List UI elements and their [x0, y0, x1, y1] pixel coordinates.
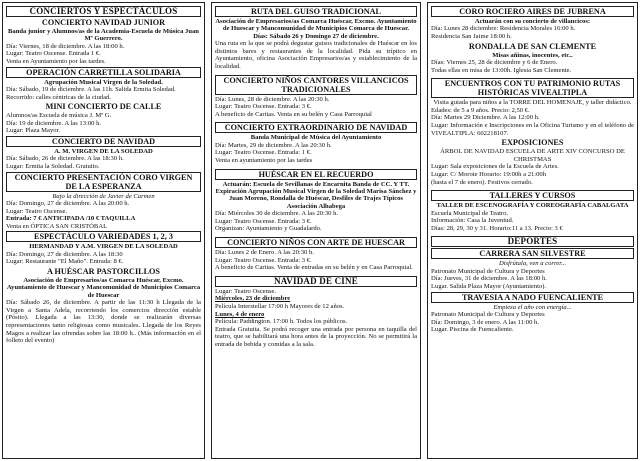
event-huescar-recuerdo	[215, 169, 417, 233]
event-title: OPERACIÓN CARRETILLA SOLIDARIA	[6, 67, 201, 78]
event-info-2: Película: Paddington. 17:00 h. Todos los públicos.	[215, 318, 348, 326]
event-subtitle: ÁRBOL DE NAVIDAD ESCUELA DE ARTE XIV CONCURSO DE CHRISTMAS	[440, 148, 625, 163]
event-info: Organizan: Ayuntamiento y Guadalardo.	[215, 225, 322, 233]
column-eventos	[211, 2, 421, 459]
event-title: EXPOSICIONES	[501, 138, 564, 148]
event-title: CORO ROCIERO AIRES DE JUBRENA	[431, 6, 634, 17]
event-info: Alumnos/as Escuela de música J. Mª G.	[6, 112, 112, 120]
event-date: Días: 28, 29, 30 y 31. Horario:11 a 13. Precio: 3 €	[431, 224, 563, 232]
event-variedades	[6, 231, 201, 266]
event-date: Día: Lunes, 28 de diciembre. A las 20:30 h.	[215, 95, 330, 103]
event-title: MINI CONCIERTO DE CALLE	[45, 102, 162, 112]
event-title: CONCIERTO DE NAVIDAD	[6, 136, 201, 147]
event-info: Venta en Ayuntamiento por las tardes.	[6, 58, 106, 65]
event-date: Día: Sábado, 19 de diciembre. A las 11h. Salida Ermita Soledad. Recorrido: calles céntricas de la ciudad.	[6, 86, 176, 101]
event-info: Patronato Municipal de Cultura y Deportes	[431, 310, 545, 318]
event-title: CONCIERTO NAVIDAD JUNIOR	[41, 18, 166, 27]
event-date: Día: Lunes 28 diciembre: Residencia Morales 16:00 h.	[431, 25, 576, 33]
event-place: Lugar: Ermita la Soledad. Gratuito.	[6, 162, 100, 170]
event-title: NAVIDAD DE CINE	[215, 276, 417, 287]
event-subtitle: HERMANDAD Y A.M. VIRGEN DE LA SOLEDAD	[29, 243, 178, 251]
event-date: Día: Domingo, 27 de diciembre. A las 18:30	[6, 250, 123, 258]
event-date: Día: Martes, 29 de diciembre. A las 20:30 h.	[215, 141, 332, 149]
event-concierto-extraordinario	[215, 122, 417, 164]
event-place-2: Lugar: C/ Morote Horario: 19:00h a 21:00h	[431, 170, 547, 178]
event-date: Día: Domingo, 27 de diciembre. A las 20:00 h.	[6, 199, 130, 207]
event-subtitle: Actuarán: Escuela de Sevillanas de Encarnita Banda de CC. Y TT. Expiración Agrupación Musical Virgen de la Soledad Marisa Sánchez y Juan Moreno, Rondalla de Huéscar, Desfiles de Trajes Típicos Asociación Alhabega	[215, 180, 417, 210]
event-title: ESPECTÁCULO VARIEDADES 1, 2, 3	[6, 231, 201, 242]
event-place: Lugar: Teatro Oscense.	[215, 287, 277, 295]
event-title: ENCUENTROS CON TU PATRIMONIO RUTAS HISTÓRICAS VIVEALTIPLA	[431, 78, 634, 98]
event-concierto-navidad-junior	[6, 18, 201, 66]
event-date: Día: Viernes, 18 de diciembre. A las 18:00 h.	[6, 42, 125, 50]
event-title: CONCIERTO NIÑOS CON ARTE DE HUESCAR	[215, 237, 417, 248]
event-subtitle: Empieza el año con energía...	[493, 303, 572, 311]
event-title: CONCIERTO EXTRAORDINARIO DE NAVIDAD	[215, 122, 417, 133]
event-title: CONCIERTO NIÑOS CANTORES VILLANCICOS TRADICIONALES	[215, 75, 417, 95]
event-date: Día: Miércoles 30 de diciembre. A las 20:30 h.	[215, 210, 339, 218]
event-rondalla	[431, 42, 634, 75]
event-title: HUÉSCAR EN EL RECUERDO	[215, 169, 417, 180]
event-title: TRAVESIA A NADO FUENCALIENTE	[431, 292, 634, 303]
event-place: Lugar: Teatro Oscense. Entrada 1 €.	[6, 50, 101, 58]
event-coro-rociero	[431, 6, 634, 41]
event-talleres	[431, 190, 634, 232]
event-travesia	[431, 292, 634, 334]
event-subtitle: Disfrútala, ven a correr...	[499, 260, 566, 268]
event-place: Lugar. Piscina de Fuencaliente.	[431, 326, 514, 334]
event-carretilla-solidaria	[6, 67, 201, 102]
event-ninos-arte	[215, 237, 417, 272]
event-subtitle: Misas añinas, inocentes, etc..	[492, 51, 573, 59]
event-date: Día: Jueves, 31 de diciembre. A las 18:00 h.	[431, 275, 547, 283]
event-subtitle: Banda Municipal de Música del Ayuntamiento	[250, 134, 382, 142]
event-price: Entrada: 7 € ANTICIPADA /10 € TAQUILLA	[6, 215, 136, 223]
event-subtitle: Asociación de Empresarios/as Comarca Huéscar, Excmo. Ayuntamiento de Huescar y Mancomunidad de Municipios Comarca de Huescar	[6, 276, 201, 299]
event-patrimonio	[431, 78, 634, 137]
event-info: A beneficio de Caritas. Venta de entradas en su belén y en Casa Parroquial.	[215, 264, 413, 272]
event-place: Residencia San Jaime 18:00 h.	[431, 33, 512, 40]
event-title: CARRERA SAN SILVESTRE	[431, 248, 634, 259]
event-info: A beneficio de Caritas. Venta en su belén y Casa Parroquial	[215, 110, 372, 118]
event-title: A HUÉSCAR PASTORCILLOS	[47, 266, 160, 276]
event-date: Días: Sábado 26 y Domingo 27 de diciembre.	[253, 32, 379, 40]
event-ruta-guiso	[215, 6, 417, 71]
event-date-2: Lunes, 4 de enero	[215, 310, 265, 318]
event-title: TALLERES Y CURSOS	[431, 190, 634, 201]
event-place: Lugar. Salida Plaza Mayor (Ayuntamiento).	[431, 282, 547, 290]
event-info: Venta en ayuntamiento por las tardes	[215, 156, 313, 164]
event-subtitle: TALLER DE ESCENOGRAFÍA Y COREOGRAFÍA CABALGATA	[436, 202, 629, 210]
event-coro-esperanza	[6, 172, 201, 231]
event-huescar-pastorcillos	[6, 267, 201, 345]
event-info: Escuela Municipal de Teatro.	[431, 209, 509, 217]
event-place: Lugar: Teatro Oscense.	[6, 207, 68, 215]
event-date: Miércoles, 23 de diciembre	[215, 295, 291, 303]
event-description: Entrada Gratuita. Se podrá recoger una entrada por persona en taquilla del teatro, que se habilitará una hora antes de la proyección. No se permitirá la entrada de bebida y comidas a la sala.	[215, 325, 417, 348]
event-san-silvestre	[431, 248, 634, 290]
event-date: Día: Domingo, 3 de enero. A las 11:00 h.	[431, 318, 539, 326]
event-date: Día: Martes 29 Diciembre. A las 12:00 h.	[431, 114, 540, 122]
event-place: Lugar: Teatro Oscense. Entrada: 3 €.	[215, 217, 312, 225]
event-info: (hasta el 7 de enero). Festivos cerrado.	[431, 178, 533, 186]
event-subtitle: Actuarán con su concierto de villancicos:	[474, 18, 591, 25]
event-place: Todas ellas en misa de 13:00h. Iglesia San Clemente.	[431, 66, 572, 74]
event-date: Días: Viernes 25, 28 de diciembre y 6 de Enero.	[431, 59, 558, 66]
event-place: Lugar: Sala exposiciones de la Escuela de Artes.	[431, 163, 559, 171]
event-description: Una ruta en la que se podrá degustar guisos tradicionales de Huéscar en los distintos bares y restaurantes de la localidad. Pida su tríptico en Ayuntamiento, oficina Asociación Empresarios/as y establecimiento de la localidad.	[215, 40, 417, 70]
event-subtitle: Visita guiada para niños a la TORRE DEL HOMENAJE, y taller didáctico.	[433, 99, 632, 107]
event-subtitle: Asociación de Empresarios/as Comarca Huéscar, Excmo. Ayuntamiento de Huescar y Mancomunidad de Municipios Comarca de Huescar.	[215, 18, 417, 33]
event-info: Venta en ÓPTICA SAN CRISTÓBAL	[6, 222, 108, 230]
event-place: Lugar: Información e Inscripciones en la Oficina Turismo y en el teléfono de VIVEALTIPLA: 602218107.	[431, 121, 634, 137]
column-header: CONCIERTOS Y ESPECTÁCULOS	[6, 6, 201, 17]
event-mini-concierto	[6, 102, 201, 135]
event-exposiciones	[431, 138, 634, 186]
event-subtitle: Banda junior y Alumnos/as de la Academia-Escuela de Música Juan Mª Guerrero.	[8, 28, 199, 43]
event-place: Lugar: Teatro Oscense. Entrada: 3 €.	[215, 256, 312, 264]
event-info: Edades: de 5 a 9 años. Precio: 2,50 €.	[431, 106, 530, 114]
event-place: Lugar: Teatro Oscense. Entrada: 3 €.	[215, 103, 312, 111]
event-place: Lugar: Restaurante "El Maño". Entrada: 8 €.	[6, 258, 124, 266]
event-ninos-cantores	[215, 75, 417, 119]
section-deportes: DEPORTES	[431, 236, 634, 247]
event-subtitle: Bajo la dirección de Javier de Carmen	[52, 192, 155, 200]
event-description: Día: Sábado 26, de diciembre. A partir de las 11:30 h Llegada de la Virgen a Santa Adela, recorriendo los comercios dirección estable (Pósito). Llegada a las 13:30, donde se realizarán diversas representaciones tanto religiosas como musicales. Llegada de los Reyes Magos a realizar las ofrendas sobre las 18:00 h.. (Más información en el folleto del evento)	[6, 299, 201, 345]
column-actividades	[427, 2, 638, 459]
event-title: CONCIERTO PRESENTACIÓN CORO VIRGEN DE LA ESPERANZA	[6, 172, 201, 192]
event-concierto-navidad	[6, 136, 201, 171]
event-date: Día: Sábado, 26 de diciembre. A las 18:30 h.	[6, 155, 124, 163]
event-title: RONDALLA DE SAN CLEMENTE	[468, 41, 597, 51]
event-info: Película Interstellar 17:00 h Mayores de 12 años.	[215, 302, 345, 310]
event-date: Día: Lunes 2 de Enero. A las 20:30 h.	[215, 248, 314, 256]
event-subtitle: Agrupación Musical Virgen de la Soledad.	[44, 78, 163, 86]
event-info-2: Información: Casa la Juventud.	[431, 217, 514, 225]
event-place: Lugar: Plaza Mayor.	[6, 127, 61, 135]
event-place: Lugar: Teatro Oscense. Entrada: 1 €.	[215, 149, 312, 157]
event-navidad-cine	[215, 276, 417, 349]
event-subtitle: A. M. VIRGEN DE LA SOLEDAD	[54, 147, 153, 155]
event-date: Día: 19 de diciembre. A las 13:00 h.	[6, 119, 102, 127]
event-info: Patronato Municipal de Cultura y Deportes	[431, 267, 545, 275]
event-title: RUTA DEL GUISO TRADICIONAL	[215, 6, 417, 17]
column-conciertos	[2, 2, 205, 459]
